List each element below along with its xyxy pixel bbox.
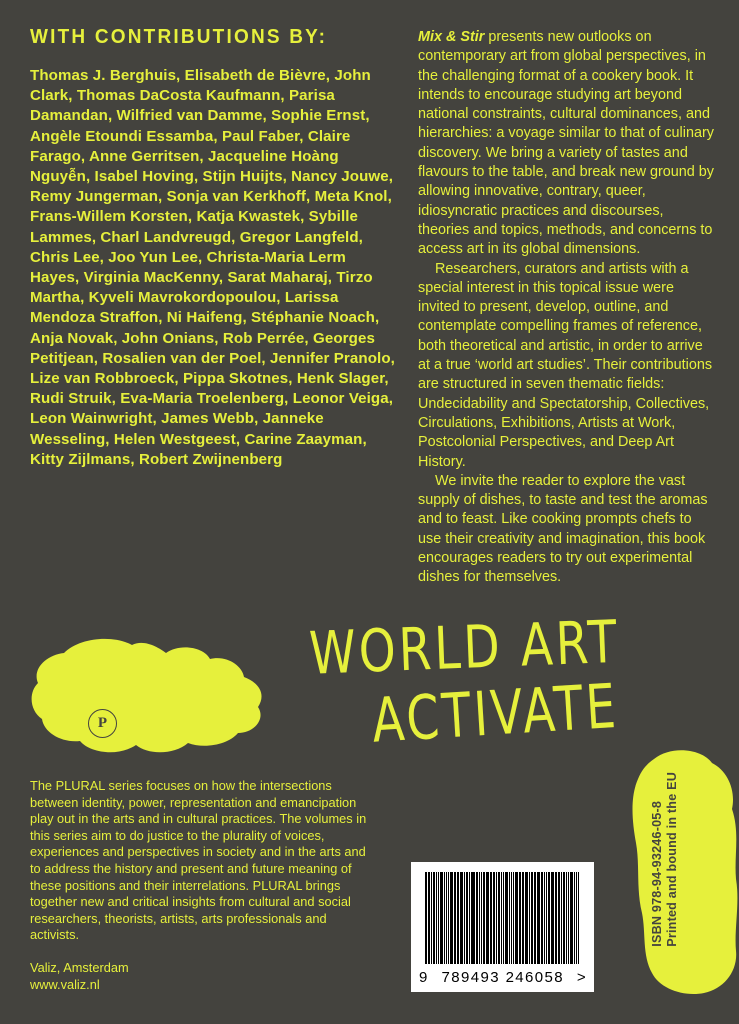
isbn-number: ISBN 978-94-93246-05-8 — [650, 800, 664, 947]
barcode-digit-left: 9 — [419, 969, 429, 986]
cover-title-line-2: ACTIVATE — [370, 670, 621, 758]
blurb-paragraph-1 — [418, 28, 714, 260]
publisher-block — [30, 960, 129, 993]
series-description — [30, 778, 375, 944]
barcode — [411, 862, 594, 992]
publisher-name: Valiz, Amsterdam — [30, 960, 129, 975]
barcode-digits — [419, 969, 587, 986]
blurb-paragraph-3: We invite the reader to explore the vast supply of dishes, to taste and test the aromas and to feast. Like cooking prompts chefs to use their creativity and imagination, this book encourages readers to try out experimental dishes for themselves. — [418, 472, 708, 586]
series-description-text: The PLURAL series focuses on how the intersections between identity, power, representation and emancipation play out in the arts and in cultural practices. The volumes in this series aim to do justice to the plurality of voices, experiences and perspectives in society and in the arts and to address the history and present and future meaning of these positions and their interrelations. PLURAL brings together new and critical insights from cultural and social researchers, theorists, artists, arts professionals and activists. — [30, 778, 367, 943]
contributors-heading: WITH CONTRIBUTIONS BY: — [30, 26, 328, 49]
isbn-printed-note: Printed and bound in the EU — [665, 772, 679, 947]
publisher-website[interactable]: www.valiz.nl — [30, 976, 100, 992]
barcode-digit-right: > — [576, 969, 587, 986]
isbn-text — [650, 772, 680, 947]
barcode-digit-main: 789493 246058 — [441, 969, 565, 986]
cover-title-line-1: WORLD ART — [308, 608, 621, 689]
cover-title — [300, 608, 720, 762]
blurb-paragraph-2: Researchers, curators and artists with a special interest in this topical issue were invited to present, develop, outline, and contemplate compelling frames of reference, both theoretical and artistic, in order to arrive at a true ‘world art studies’. Their contributions are structured in seven thematic fields: Undecidability and Spectatorship, Collectives, Circulations, Exhibitions, Artists at Work, Postcolonial Perspectives, and Deep Art History. — [418, 260, 713, 470]
plural-logo-blob — [28, 633, 272, 763]
contributors-block — [30, 26, 395, 470]
blurb-paragraph-1-text: presents new outlooks on contemporary art from global perspectives, in the challenging format of a cookery book. It intends to encourage studying art beyond national constraints, cultural dominances, and hierarchies: a voyage similar to that of culinary discovery. We bring a variety of tastes and flavours to the table, and break new ground by allowing innovative, contrary, queer, idiosyncratic practices and discourses, theories and topics, methods, and concerns to access art in its global dimensions. — [418, 29, 714, 258]
book-title-inline: Mix & Stir — [418, 29, 485, 45]
blurb-block — [418, 28, 714, 588]
contributors-list: Thomas J. Berghuis, Elisabeth de Bièvre, John Clark, Thomas DaCosta Kaufmann, Parisa Damandan, Wilfried van Damme, Sophie Ernst, Angèle Etoundi Essamba, Paul Faber, Claire Farago, Anne Gerritsen, Jacqueline Hoàng Nguyễn, Isabel Hoving, Stijn Huijts, Nancy Jouwe, Remy Jungerman, Sonja van Kerkhoff, Meta Knol, Frans-Willem Korsten, Katja Kwastek, Sybille Lammes, Charl Landvreugd, Gregor Langfeld, Chris Lee, Joo Yun Lee, Christa-Maria Lerm Hayes, Virginia MacKenny, Sarat Maharaj, Tirzo Martha, Kyveli Mavrokordopoulou, Larissa Mendoza Straffon, Ni Haifeng, Stéphanie Noach, Anja Novak, John Onians, Rob Perrée, Georges Petitjean, Rosalien van der Poel, Jennifer Pranolo, Lize van Robbroeck, Pippa Skotnes, Henk Slager, Rudi Struik, Eva-Maria Troelenberg, Leonor Veiga, Leon Wainwright, James Webb, Janneke Wesseling, Helen Westgeest, Carine Zaayman, Kitty Zijlmans, Robert Zwijnenberg — [30, 67, 395, 468]
barcode-bars — [425, 872, 580, 964]
plural-p-letter: P — [88, 709, 117, 738]
isbn-blob — [624, 745, 739, 997]
